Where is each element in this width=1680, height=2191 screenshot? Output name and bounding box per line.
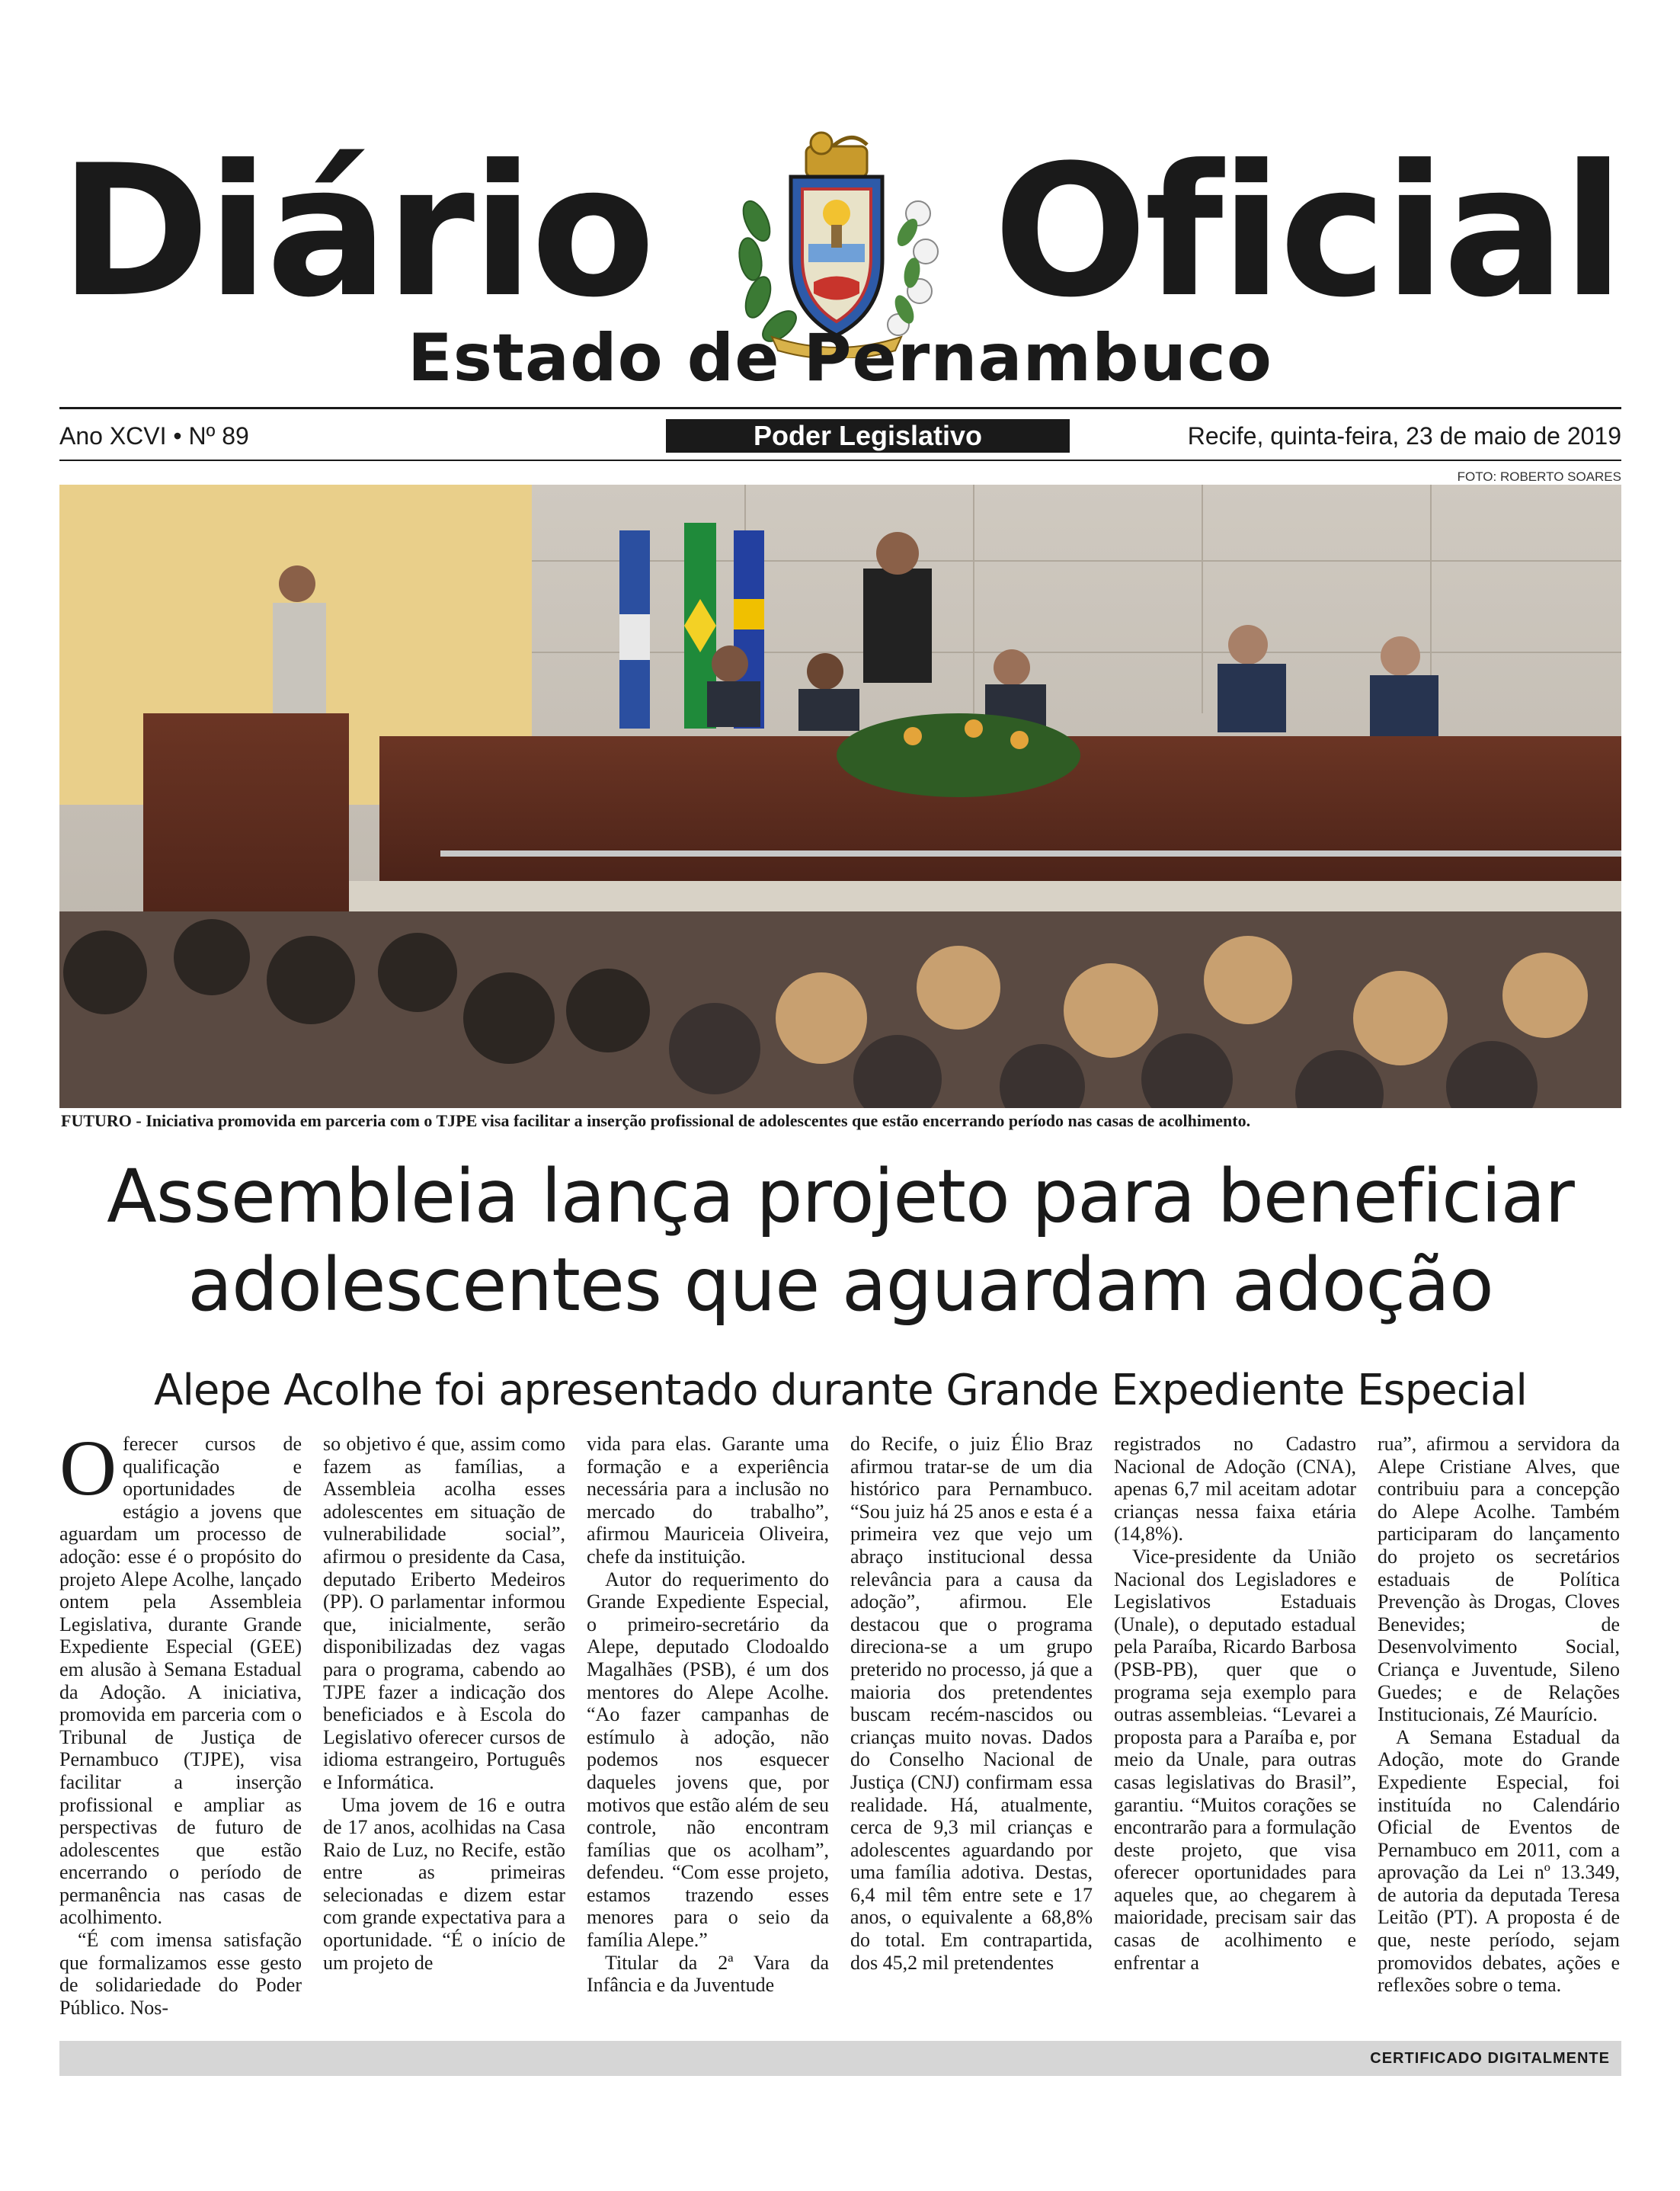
masthead-title-left: Diário <box>59 127 653 338</box>
column-5-paragraph-1: registrados no Cadastro Nacional de Adoção (CNA), apenas 6,7 mil aceitam adotar crianças nessa faixa etária (14,8%). <box>1114 1433 1356 1546</box>
article-column-4 <box>850 1433 1093 2027</box>
column-3-paragraph-3: Titular da 2ª Vara da Infância e da Juventude <box>587 1951 829 1997</box>
article-column-3 <box>587 1433 829 2027</box>
digital-certification-label: CERTIFICADO DIGITALMENTE <box>1370 2050 1610 2067</box>
masthead-subtitle: Estado de Pernambuco <box>408 320 1272 396</box>
section-badge: Poder Legislativo <box>666 419 1070 453</box>
drop-cap: O <box>59 1433 117 1512</box>
column-2-paragraph-1: so objetivo é que, assim como fazem as famílias, a Assembleia acolha esses adolescentes em situação de vulnerabilidade social”, afirmou o presidente da Casa, deputado Eriberto Medeiros (PP). O parlamentar informou que, inicialmente, serão disponibilizadas dez vagas para o programa, cabendo ao TJPE fazer a indicação dos beneficiados e à Escola do Legislativo oferecer cursos de idioma estrangeiro, Português e Informática. <box>323 1433 565 1793</box>
column-1-paragraph-1 <box>59 1433 302 1929</box>
article-headline <box>59 1152 1621 1329</box>
column-4-paragraph-1: do Recife, o juiz Élio Braz afirmou tratar-se de um dia histórico para Pernambuco. “Sou juiz há 25 anos e esta é a primeira vez que vejo um abraço institucional dessa relevância para a causa da adoção”, afirmou. Ele destacou que o programa direciona-se a um grupo preterido no processo, já que a maioria dos pretendentes buscam recém-nascidos ou crianças muito novas. Dados do Conselho Nacional de Justiça (CNJ) confirmam essa realidade. Há, atualmente, cerca de 9,3 mil crianças e adolescentes aguardando por uma família adotiva. Destas, 6,4 mil têm entre sete e 17 anos, o equivalente a 68,8% do total. Em contrapartida, dos 45,2 mil pretendentes <box>850 1433 1093 1974</box>
article-deck: Alepe Acolhe foi apresentado durante Grande Expediente Especial <box>154 1366 1527 1415</box>
column-6-paragraph-2: A Semana Estadual da Adoção, mote do Grande Expediente Especial, foi instituída no Calendário Oficial de Eventos de Pernambuco em 2011, com a aprovação da Lei nº 13.349, de autoria da deputada Teresa Leitão (PT). A proposta é de que, neste período, sejam promovidos debates, ações e reflexões sobre o tema. <box>1378 1725 1620 1997</box>
article-column-5 <box>1114 1433 1356 2027</box>
article-column-6 <box>1378 1433 1620 2027</box>
column-1-paragraph-2: “É com imensa satisfação que formalizamos esse gesto de solidariedade do Poder Público. Nos- <box>59 1929 302 2019</box>
masthead-title-right: Oficial <box>993 127 1621 338</box>
column-3-paragraph-2: Autor do requerimento do Grande Expediente Especial, o primeiro-secretário da Alepe, deputado Clodoaldo Magalhães (PSB), é um dos mentores do Alepe Acolhe. “Ao fazer campanhas de estímulo à adoção, não podemos nos esquecer daqueles jovens que, por motivos que estão além de seu controle, não encontram famílias que os acolham”, defendeu. “Com esse projeto, estamos trazendo esses menores para o seio da família Alepe.” <box>587 1568 829 1952</box>
issue-info-bar <box>59 419 1621 453</box>
event-photo <box>59 485 1621 1108</box>
column-6-paragraph-1: rua”, afirmou a servidora da Alepe Cristiane Alves, que contribuiu para a concepção do Alepe Acolhe. Também participaram do lançamento do projeto os secretários estaduais de Política Prevenção às Drogas, Cloves Benevides; de Desenvolvimento Social, Criança e Juventude, Sileno Guedes; e de Relações Institucionais, Zé Maurício. <box>1378 1433 1620 1726</box>
dateline: Recife, quinta-feira, 23 de maio de 2019 <box>1187 422 1621 450</box>
column-1-text-1: ferecer cursos de qualificação e oportunidades de estágio a jovens que aguardam um processo de adoção: esse é o propósito do projeto Alepe Acolhe, lançado ontem pela Assembleia Legislativa, durante Grande Expediente Especial (GEE) em alusão à Semana Estadual da Adoção. A iniciativa, promovida em parceria com o Tribunal de Justiça de Pernambuco (TJPE), visa facilitar a inserção profissional e ampliar as perspectivas de futuro de adolescentes que estão encerrando o período de permanência nas casas de acolhimento. <box>59 1433 302 1929</box>
photo-credit: FOTO: ROBERTO SOARES <box>1457 469 1621 484</box>
column-3-paragraph-1: vida para elas. Garante uma formação e a experiência necessária para a inclusão no mercado do trabalho”, afirmou Mauriceia Oliveira, chefe da instituição. <box>587 1433 829 1568</box>
column-2-paragraph-2: Uma jovem de 16 e outra de 17 anos, acolhidas na Casa Raio de Luz, no Recife, estão entre as primeiras selecionadas e dizem estar com grande expectativa para a oportunidade. “É o início de um projeto de <box>323 1793 565 1974</box>
article-column-1 <box>59 1433 302 2027</box>
headline-line-1: Assembleia lança projeto para beneficiar <box>107 1154 1574 1239</box>
issue-number: Ano XCVI • Nº 89 <box>59 422 249 450</box>
column-5-paragraph-2: Vice-presidente da União Nacional dos Legisladores e Legislativos Estaduais (Unale), o deputado estadual pela Paraíba, Ricardo Barbosa (PSB-PB), quer que o programa seja exemplo para outras assembleias. “Levarei a proposta para a Paraíba e, por meio da Unale, para outras casas legislativas do Brasil”, garantiu. “Muitos corações se encontrarão para a formulação deste projeto, que visa oferecer oportunidades para aqueles que, ao chegarem à maioridade, precisam sair das casas de acolhimento e enfrentar a <box>1114 1545 1356 1974</box>
top-rule <box>59 407 1621 409</box>
article-column-2 <box>323 1433 565 2027</box>
headline-line-2: adolescentes que aguardam adoção <box>187 1242 1493 1328</box>
photo-caption: FUTURO - Iniciativa promovida em parceria com o TJPE visa facilitar a inserção profissional de adolescentes que estão encerrando período nas casas de acolhimento. <box>61 1111 1251 1130</box>
bottom-rule <box>59 460 1621 461</box>
